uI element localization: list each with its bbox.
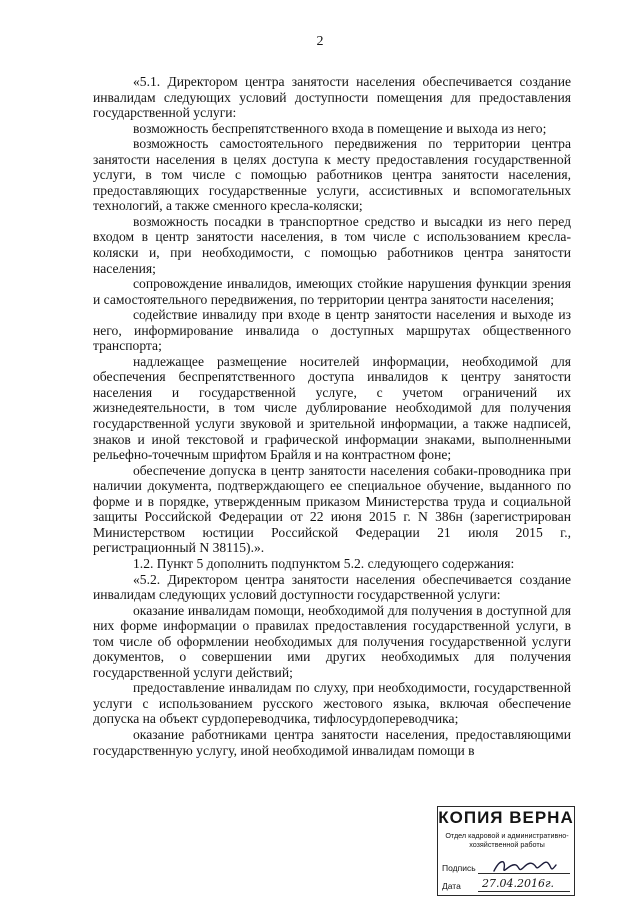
paragraph: «5.2. Директором центра занятости населения обеспечивается создание инвалидам следующих условий доступности государственной услуги: [93,571,571,603]
paragraph: 1.2. Пункт 5 дополнить подпунктом 5.2. следующего содержания: [133,555,515,571]
paragraph: «5.1. Директором центра занятости населения обеспечивается создание инвалидам следующих условий доступности помещения для предоставления государственной услуги: [93,74,571,121]
paragraph: обеспечение допуска в центр занятости населения собаки-проводника при наличии документа, подтверждающего ее специальное обучение, выданного по форме и в порядке, утвержденным приказом Министерства труда и социальной защиты Российской Федерации от 22 июня 2015 г. N 386н (зарегистрирован Министерством юстиции Российской Федерации 21 июля 2015 г., регистрационный N 38115).». [93,462,571,556]
date-line [478,891,570,892]
paragraph: возможность беспрепятственного входа в помещение и выхода из него; [133,120,547,136]
page-number: 2 [316,34,324,49]
stamp-title: КОПИЯ ВЕРНА [438,808,574,827]
date-label: Дата [442,881,461,891]
handwritten-signature [490,855,560,877]
paragraph: содействие инвалиду при входе в центр занятости населения и выходе из него, информирование инвалида о доступных маршрутах общественного транспорта; [93,307,571,354]
paragraph: сопровождение инвалидов, имеющих стойкие нарушения функции зрения и самостоятельного передвижения, по территории центра занятости населения; [93,276,571,307]
paragraph: надлежащее размещение носителей информации, необходимой для обеспечения беспрепятственного доступа инвалидов к центру занятости населения и государственной услуге, с учетом ограничений их жизнедеятельности, в том числе дублирование необходимой для получения государственной услуги звуковой и зрительной информации, а также надписей, знаков и иной текстовой и графической информации знаками, выполненными рельефно-точечным шрифтом Брайля и на контрастном фоне; [93,353,571,463]
paragraph: оказание работниками центра занятости населения, предоставляющими государственную услугу, иной необходимой инвалидам помощи в [93,726,571,758]
copy-certification-stamp [437,806,575,896]
signature-label: Подпись [442,863,476,873]
stamp-department: Отдел кадровой и административно-хозяйственной работы [445,831,569,849]
paragraph: предоставление инвалидам по слуху, при необходимости, государственной услуги с использованием русского жестового языка, включая обеспечение допуска на объект сурдопереводчика, тифлосурдопереводчика; [93,680,571,727]
paragraph: возможность посадки в транспортное средство и высадки из него перед входом в центр занятости населения, в том числе с использованием кресла-коляски и, при необходимости, с помощью работников центра занятости населения; [93,213,571,276]
document-body [93,74,571,758]
handwritten-date: 27.04.2016г. [482,877,555,890]
paragraph: возможность самостоятельного передвижения по территории центра занятости населения в целях доступа к месту предоставления государственной услуги, в том числе с помощью работников центра занятости населения, предоставляющих государственные услуги, ассистивных и вспомогательных технологий, а также сменного кресла-коляски; [93,136,571,214]
paragraph: оказание инвалидам помощи, необходимой для получения в доступной для них форме информации о правилах предоставления государственной услуги, в том числе об оформлении необходимых для получения государственной услуги документов, о совершении ими других необходимых для получения государственной услуги действий; [93,602,571,680]
